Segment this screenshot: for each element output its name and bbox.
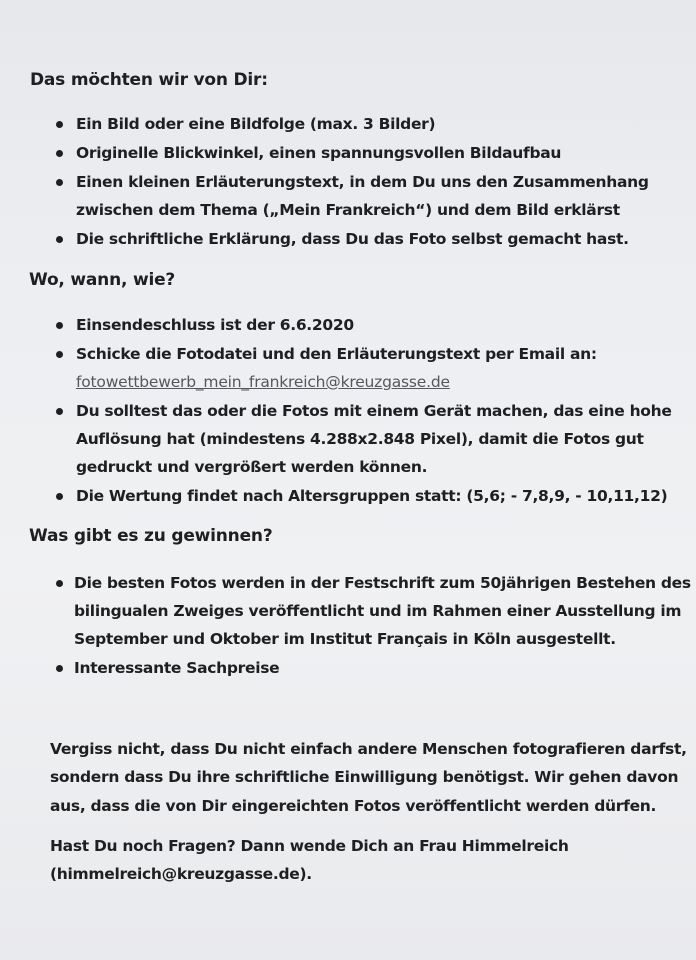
list-item-line: Auflösung hat (mindestens 4.288x2.848 Pixel), damit die Fotos gut (76, 430, 644, 448)
list-item-line: zwischen dem Thema („Mein Frankreich“) und dem Bild erklärst (76, 201, 620, 219)
note-line: sondern dass Du ihre schriftliche Einwilligung benötigst. Wir gehen davon (50, 768, 679, 786)
bullet (56, 121, 63, 128)
bullet (56, 322, 63, 329)
email-link[interactable]: fotowettbewerb_mein_frankreich@kreuzgasse.de (76, 373, 450, 391)
bullet (56, 493, 63, 500)
list-item-line: Die besten Fotos werden in der Festschrift zum 50jährigen Bestehen des (74, 574, 691, 592)
contact-line: (himmelreich@kreuzgasse.de). (50, 865, 312, 883)
list-item-line: gedruckt und vergrößert werden können. (76, 458, 428, 476)
bullet (56, 408, 63, 415)
bullet (56, 351, 63, 358)
section-heading-wishes: Das möchten wir von Dir: (30, 70, 268, 90)
list-item-line: Einsendeschluss ist der 6.6.2020 (76, 316, 354, 334)
bullet (56, 179, 63, 186)
section-heading-prizes: Was gibt es zu gewinnen? (29, 526, 273, 546)
list-item-line: September und Oktober im Institut Français in Köln ausgestellt. (74, 630, 616, 648)
list-item-line: Die Wertung findet nach Altersgruppen statt: (5,6; - 7,8,9, - 10,11,12) (76, 487, 668, 505)
list-item-line: Schicke die Fotodatei und den Erläuterungstext per Email an: (76, 345, 597, 363)
list-item-line: Interessante Sachpreise (74, 659, 280, 677)
list-item-line: Du solltest das oder die Fotos mit einem Gerät machen, das eine hohe (76, 402, 672, 420)
list-item-line: Die schriftliche Erklärung, dass Du das Foto selbst gemacht hast. (76, 230, 629, 248)
list-item-line: bilingualen Zweiges veröffentlicht und im Rahmen einer Ausstellung im (74, 602, 682, 620)
list-item-line: Einen kleinen Erläuterungstext, in dem Du uns den Zusammenhang (76, 173, 649, 191)
note-line: Vergiss nicht, dass Du nicht einfach andere Menschen fotografieren darfst, (50, 740, 687, 758)
bullet (56, 150, 63, 157)
list-item-line: Ein Bild oder eine Bildfolge (max. 3 Bilder) (76, 115, 436, 133)
bullet (56, 236, 63, 243)
bullet (56, 580, 63, 587)
bullet (56, 665, 63, 672)
contact-line: Hast Du noch Fragen? Dann wende Dich an Frau Himmelreich (50, 837, 569, 855)
list-item-line: Originelle Blickwinkel, einen spannungsvollen Bildaufbau (76, 144, 562, 162)
section-heading-where-when-how: Wo, wann, wie? (29, 270, 176, 290)
note-line: aus, dass die von Dir eingereichten Fotos veröffentlicht werden dürfen. (50, 797, 657, 815)
